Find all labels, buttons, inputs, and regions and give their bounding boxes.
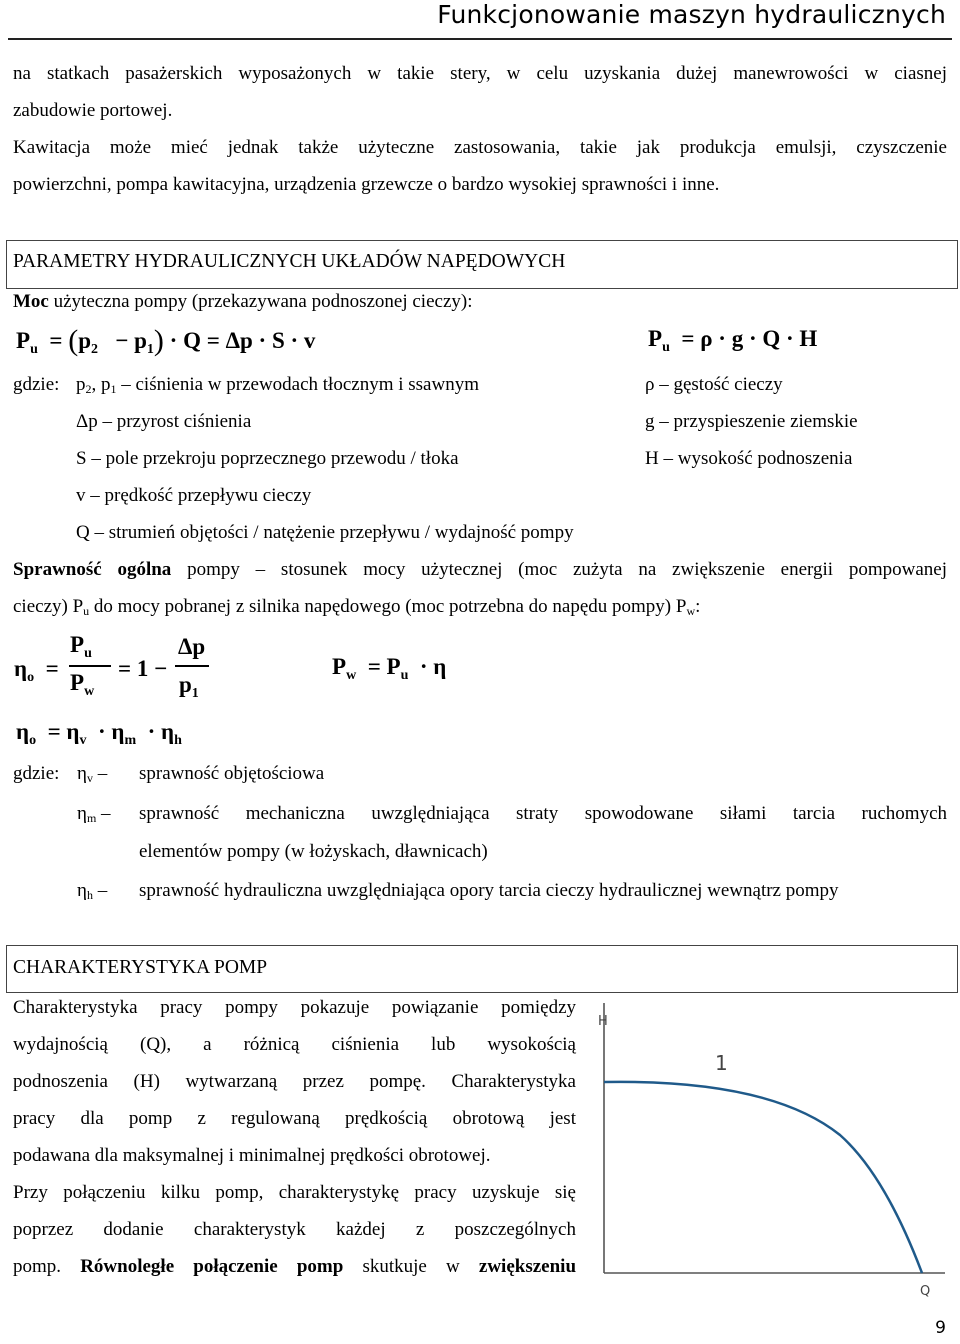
def-head: H – wysokość podnoszenia <box>645 448 853 469</box>
char-line-8: pomp. Równoległe połączenie pomp skutkuje w zwiększeniu <box>13 1256 577 1277</box>
def-gravity: g – przyspieszenie ziemskie <box>645 411 858 432</box>
intro-line-4: powierzchni, pompa kawitacyjna, urządzenia grzewcze o bardzo wysokiej sprawności i inne. <box>13 174 720 195</box>
eta-h-text: sprawność hydrauliczna uwzględniająca opory tarcia cieczy hydraulicznej wewnątrz pompy <box>139 880 839 901</box>
formula-power-pressure: $P_u = (p_2 - p_1) \cdot Q = \Delta p \cdot S \cdot v$ <box>16 324 316 357</box>
def-flow: Q – strumień objętości / natężenie przepływu / wydajność pompy <box>76 522 574 543</box>
def-area: S – pole przekroju poprzecznego przewodu / tłoka <box>76 448 459 469</box>
def-velocity: v – prędkość przepływu cieczy <box>76 485 312 506</box>
eta-v-symbol: ηv – <box>77 763 108 785</box>
char-line-5: podawana dla maksymalnej i minimalnej prędkości obrotowej. <box>13 1145 491 1166</box>
curve-label-1: 1 <box>715 1051 728 1075</box>
efficiency-line-1: Sprawność ogólna pompy – stosunek mocy użytecznej (moc zużyta na zwiększenie energii pompowanej <box>13 559 948 580</box>
intro-line-3: Kawitacja może mieć jednak także użyteczne zastosowania, takie jak produkcja emulsji, czyszczenie <box>13 137 947 158</box>
char-line-4: pracy dla pomp z regulowaną prędkością obrotową jest <box>13 1108 576 1129</box>
where-label-2: gdzie: <box>13 763 60 784</box>
pump-characteristic-graph <box>590 995 955 1305</box>
char-line-3: podnoszenia (H) wytwarzaną przez pompę. Charakterystyka <box>13 1071 576 1092</box>
section-heading-parameters: PARAMETRY HYDRAULICZNYCH UKŁADÓW NAPĘDOWYCH <box>13 251 566 272</box>
where-label-1: gdzie: <box>13 374 60 395</box>
x-axis-label: Q <box>920 1284 931 1299</box>
page-number: 9 <box>935 1318 946 1338</box>
characteristic-curve-1 <box>604 1082 922 1273</box>
char-line-1: Charakterystyka pracy pompy pokazuje powiązanie pomiędzy <box>13 997 576 1018</box>
formula-efficiency-product: $\eta_o = \eta_v \cdot \eta_m \cdot \eta_h$ <box>16 719 182 748</box>
eta-m-symbol: ηm – <box>77 803 111 825</box>
efficiency-line-2: cieczy) Pu do mocy pobranej z silnika napędowego (moc potrzebna do napędu pompy) Pw: <box>13 596 701 618</box>
formula-overall-efficiency: $\eta_o$ = $P_u$ $P_w$ = 1 − Δp $p_1$ <box>14 632 214 704</box>
moc-line <box>13 291 472 313</box>
eta-m-text: sprawność mechaniczna uwzględniająca straty spowodowane siłami tarcia ruchomych <box>139 803 947 824</box>
section-heading-characteristics: CHARAKTERYSTYKA POMP <box>13 957 268 978</box>
char-line-6: Przy połączeniu kilku pomp, charakterystykę pracy uzyskuje się <box>13 1182 576 1203</box>
y-axis-label: H <box>598 1014 608 1029</box>
char-line-2: wydajnością (Q), a różnicą ciśnienia lub wysokością <box>13 1034 576 1055</box>
moc-rest: użyteczna pompy (przekazywana podnoszonej cieczy): <box>48 291 473 312</box>
header-divider <box>8 38 952 40</box>
document-header-title: Funkcjonowanie maszyn hydraulicznych <box>437 0 946 29</box>
eta-h-symbol: ηh – <box>77 880 108 902</box>
eta-v-text: sprawność objętościowa <box>139 763 325 784</box>
formula-input-power: $P_w = P_u \cdot \eta$ <box>332 654 447 683</box>
formula-power-head: $P_u = \rho \cdot g \cdot Q \cdot H$ <box>648 326 818 355</box>
char-line-7: poprzez dodanie charakterystyk każdej z poszczególnych <box>13 1219 576 1240</box>
intro-line-2: zabudowie portowej. <box>13 100 173 121</box>
eta-m-text-2: elementów pompy (w łożyskach, dławnicach) <box>139 841 488 862</box>
def-delta-p: Δp – przyrost ciśnienia <box>76 411 252 432</box>
intro-line-1: na statkach pasażerskich wyposażonych w takie stery, w celu uzyskania dużej manewrowości w ciasnej <box>13 63 947 84</box>
moc-bold: Moc <box>13 291 49 312</box>
def-density: ρ – gęstość cieczy <box>645 374 783 395</box>
def-pressures: p2, p1 – ciśnienia w przewodach tłocznym i ssawnym <box>76 374 479 396</box>
